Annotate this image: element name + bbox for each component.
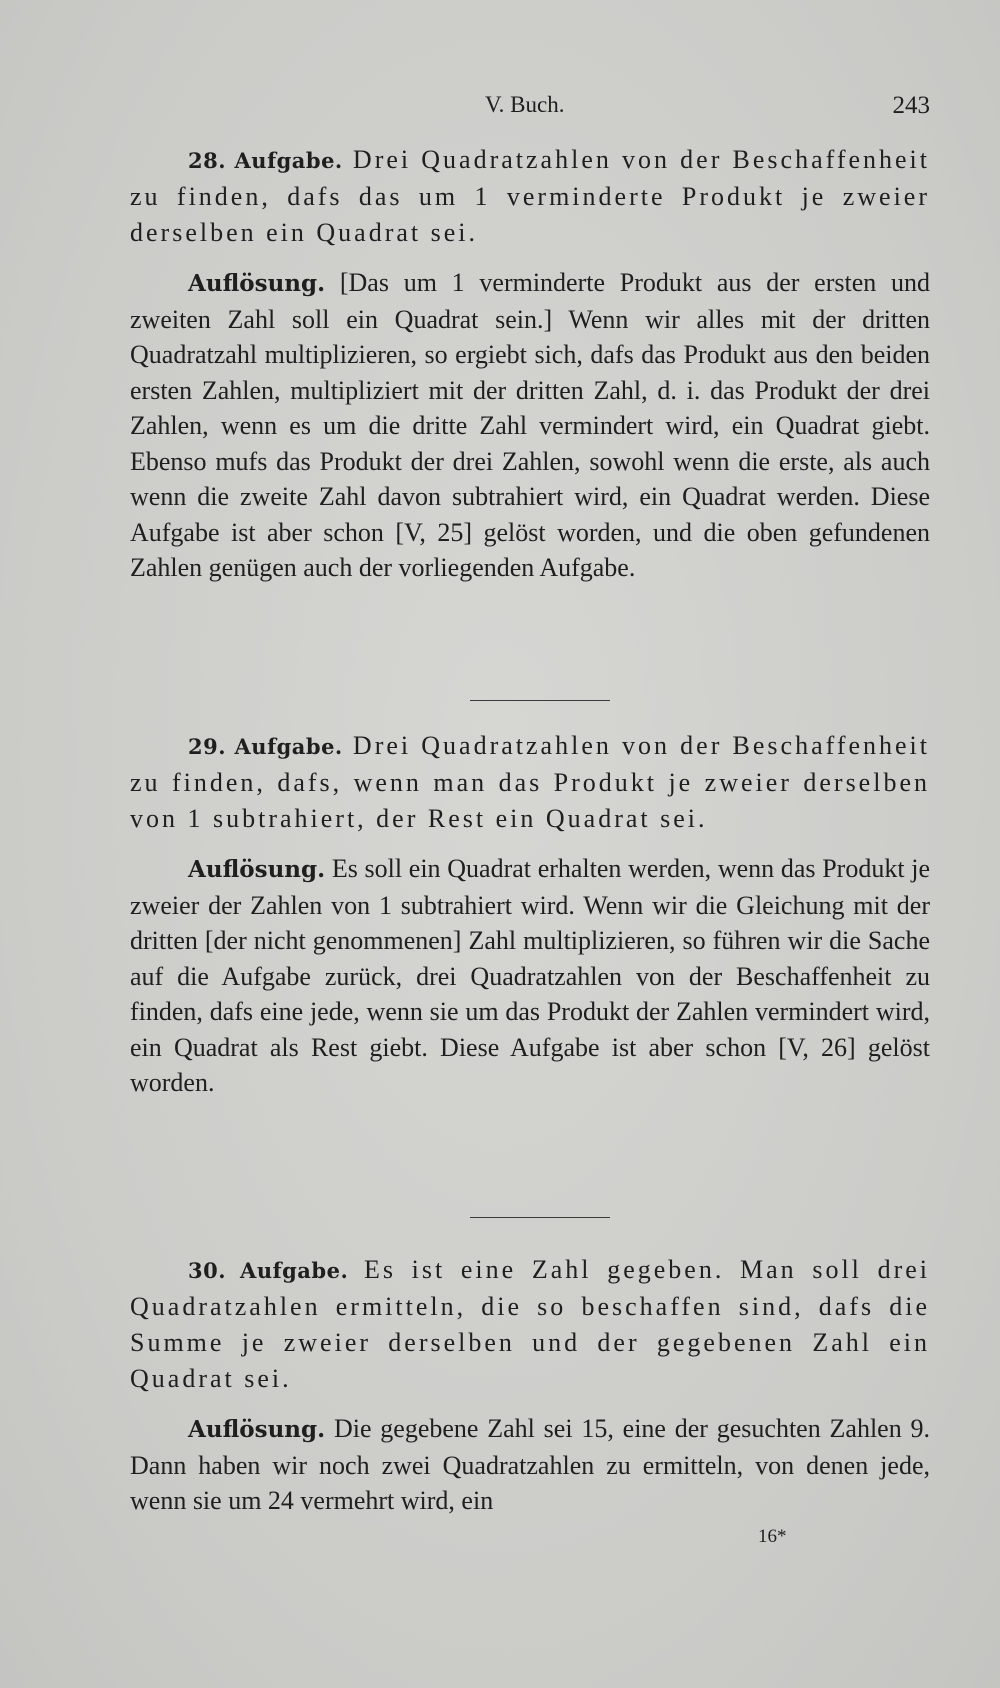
solution-label: Auflösung. <box>188 270 326 297</box>
problem-statement <box>130 142 930 251</box>
problem-statement <box>130 1252 930 1397</box>
section-divider <box>470 1217 610 1218</box>
problem-label: 30. Aufgabe. <box>188 1258 349 1283</box>
problem-text: Drei Quadratzahlen von der Beschaffenheit zu finden, dafs das um 1 verminderte Produkt je zweier derselben ein Quadrat sei. <box>130 145 931 247</box>
problem-text: Es ist eine Zahl gegeben. Man soll drei Quadratzahlen ermitteln, die so beschaffen sind, dafs die Summe je zweier derselben und der gegebenen Zahl ein Quadrat sei. <box>130 1255 931 1393</box>
solution-paragraph <box>130 1411 930 1519</box>
problem-29 <box>130 728 930 1101</box>
problem-28 <box>130 142 930 586</box>
solution-text: Es soll ein Quadrat erhalten werden, wenn das Produkt je zweier der Zahlen von 1 subtrahiert wird. Wenn wir die Gleichung mit der dritten [der nicht genommenen] Zahl multiplizieren, so führen wir die Sache auf die Aufgabe zurück, drei Quadratzahlen von der Beschaffenheit zu finden, dafs eine jede, wenn sie um das Produkt der Zahlen vermindert wird, ein Quadrat als Rest giebt. Diese Aufgabe ist aber schon [V, 26] gelöst worden. <box>130 854 931 1097</box>
solution-text: [Das um 1 verminderte Produkt aus der ersten und zweiten Zahl soll ein Quadrat sein.] Wenn wir alles mit der dritten Quadratzahl multiplizieren, so ergiebt sich, dafs das Produkt aus den beiden ersten Zahlen, multipliziert mit der dritten Zahl, d. i. das Produkt der drei Zahlen, wenn es um die dritte Zahl vermindert wird, ein Quadrat giebt. Ebenso mufs das Produkt der drei Zahlen, sowohl wenn die erste, als auch wenn die zweite Zahl davon subtrahiert wird, ein Quadrat werden. Diese Aufgabe ist aber schon [V, 25] gelöst worden, und die oben gefundenen Zahlen genügen auch der vorliegenden Aufgabe. <box>130 268 931 582</box>
solution-text: Die gegebene Zahl sei 15, eine der gesuchten Zahlen 9. Dann haben wir noch zwei Quadratzahlen zu ermitteln, von denen jede, wenn sie um 24 vermehrt wird, ein <box>130 1414 931 1515</box>
page-number: 243 <box>892 92 930 119</box>
solution-label: Auflösung. <box>188 1416 326 1443</box>
signature-mark: 16* <box>758 1526 787 1547</box>
running-head: V. Buch. <box>485 92 565 117</box>
problem-text: Drei Quadratzahlen von der Beschaffenheit zu finden, dafs, wenn man das Produkt je zweier derselben von 1 subtrahiert, der Rest ein Quadrat sei. <box>130 731 931 833</box>
solution-paragraph <box>130 851 930 1101</box>
problem-30 <box>130 1252 930 1519</box>
problem-label: 28. Aufgabe. <box>188 148 343 173</box>
problem-label: 29. Aufgabe. <box>188 734 343 759</box>
section-divider <box>470 700 610 701</box>
solution-paragraph <box>130 265 930 586</box>
solution-label: Auflösung. <box>188 856 326 883</box>
page-header <box>130 92 930 122</box>
problem-statement <box>130 728 930 837</box>
